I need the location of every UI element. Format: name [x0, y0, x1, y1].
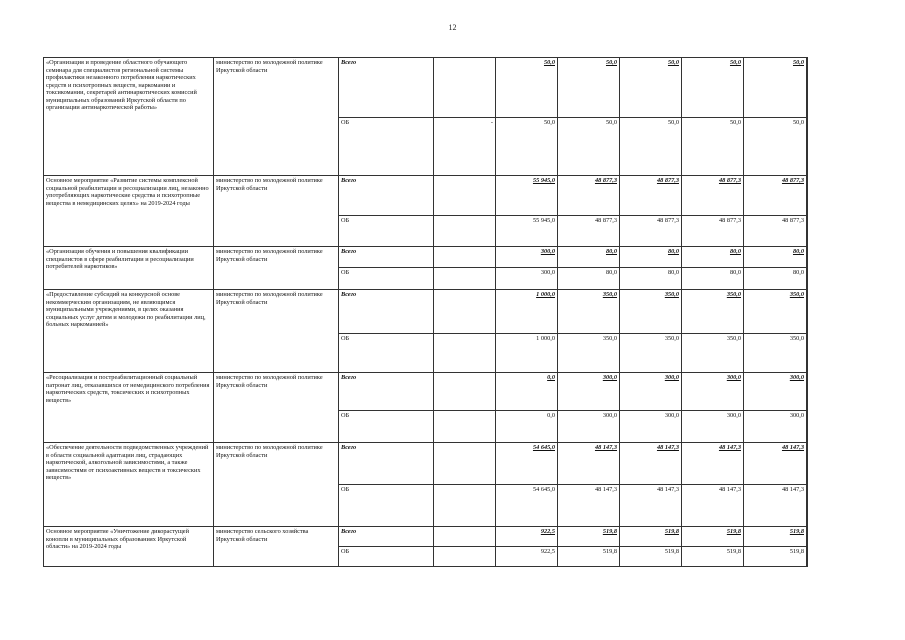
- funding-source-total: Всего: [339, 176, 434, 216]
- ob-value-cell: 48 147,3: [744, 485, 807, 527]
- ob-value-cell: 350,0: [744, 334, 807, 373]
- total-value-cell: 922,5: [496, 527, 558, 547]
- total-value-cell: [807, 176, 808, 216]
- total-value-cell: 80,0: [682, 247, 744, 268]
- ob-value-cell: 50,0: [744, 118, 807, 176]
- total-value-cell: [434, 58, 496, 118]
- total-value-cell: [434, 443, 496, 485]
- total-value-cell: 50,0: [558, 58, 620, 118]
- total-value-cell: 48 147,3: [744, 443, 807, 485]
- total-value-cell: [434, 290, 496, 334]
- ob-value-cell: 54 645,0: [496, 485, 558, 527]
- total-value-cell: 48 877,3: [682, 176, 744, 216]
- ob-value-cell: [807, 547, 808, 567]
- total-value-cell: [434, 247, 496, 268]
- total-value-cell: 350,0: [558, 290, 620, 334]
- total-value-cell: 55 945,0: [496, 176, 558, 216]
- total-value-cell: 519,8: [744, 527, 807, 547]
- total-value-cell: [807, 527, 808, 547]
- ob-value-cell: [807, 216, 808, 247]
- ob-value-cell: [434, 334, 496, 373]
- ob-value-cell: 300,0: [558, 411, 620, 443]
- funding-source-ob: ОБ: [339, 547, 434, 567]
- total-value-cell: 80,0: [558, 247, 620, 268]
- total-value-cell: 50,0: [620, 58, 682, 118]
- total-value-cell: 48 877,3: [744, 176, 807, 216]
- total-value-cell: 80,0: [744, 247, 807, 268]
- page-number: 12: [448, 23, 457, 32]
- total-value-cell: [807, 58, 808, 118]
- ob-value-cell: 50,0: [496, 118, 558, 176]
- ob-value-cell: 300,0: [620, 411, 682, 443]
- total-value-cell: [434, 373, 496, 411]
- responsible-executor: министерство по молодежной политике Иркутской области: [214, 290, 339, 373]
- ob-value-cell: [807, 268, 808, 290]
- total-value-cell: [807, 373, 808, 411]
- funding-source-total: Всего: [339, 443, 434, 485]
- ob-value-cell: 1 000,0: [496, 334, 558, 373]
- ob-value-cell: 48 877,3: [744, 216, 807, 247]
- ob-value-cell: 519,8: [620, 547, 682, 567]
- funding-source-total: Всего: [339, 58, 434, 118]
- ob-value-cell: [807, 334, 808, 373]
- responsible-executor: министерство по молодежной политике Иркутской области: [214, 247, 339, 290]
- ob-value-cell: 48 147,3: [558, 485, 620, 527]
- funding-source-total: Всего: [339, 247, 434, 268]
- ob-value-cell: 80,0: [682, 268, 744, 290]
- funding-source-ob: ОБ: [339, 216, 434, 247]
- funding-source-ob: ОБ: [339, 411, 434, 443]
- ob-value-cell: 922,5: [496, 547, 558, 567]
- total-value-cell: 300,0: [558, 373, 620, 411]
- total-value-cell: 50,0: [744, 58, 807, 118]
- ob-value-cell: [434, 547, 496, 567]
- ob-value-cell: 80,0: [558, 268, 620, 290]
- ob-value-cell: 48 147,3: [682, 485, 744, 527]
- activity-name: Основное мероприятие «Уничтожение дикорастущей конопли в муниципальных образованиях Иркутской области» на 2019-2024 годы: [44, 527, 214, 567]
- ob-value-cell: -: [434, 118, 496, 176]
- total-value-cell: 50,0: [682, 58, 744, 118]
- ob-value-cell: 48 877,3: [620, 216, 682, 247]
- ob-value-cell: 48 877,3: [558, 216, 620, 247]
- table-row: [44, 443, 808, 485]
- total-value-cell: [434, 176, 496, 216]
- total-value-cell: 48 147,3: [620, 443, 682, 485]
- budget-table: [43, 57, 808, 567]
- total-value-cell: 519,8: [620, 527, 682, 547]
- activity-name: «Организация и проведение областного обучающего семинара для специалистов региональной системы профилактики незаконного потребления наркотических средств и психотропных веществ, наркомании и токсикомании, секретарей антинаркотических комиссий муниципальных образований Иркутской области по организации антинаркотической работы»: [44, 58, 214, 176]
- responsible-executor: министерство по молодежной политике Иркутской области: [214, 373, 339, 443]
- total-value-cell: 0,0: [496, 373, 558, 411]
- ob-value-cell: 50,0: [558, 118, 620, 176]
- ob-value-cell: 50,0: [620, 118, 682, 176]
- funding-source-total: Всего: [339, 527, 434, 547]
- activity-name: «Предоставление субсидий на конкурсной основе некоммерческим организациям, не являющимся муниципальными учреждениями, в целях оказания социальных услуг детям и молодежи по реабилитации лиц, больных наркоманией»: [44, 290, 214, 373]
- total-value-cell: 300,0: [682, 373, 744, 411]
- ob-value-cell: [807, 411, 808, 443]
- total-value-cell: 300,0: [620, 373, 682, 411]
- total-value-cell: 300,0: [744, 373, 807, 411]
- ob-value-cell: 519,8: [744, 547, 807, 567]
- ob-value-cell: 350,0: [682, 334, 744, 373]
- ob-value-cell: 300,0: [744, 411, 807, 443]
- total-value-cell: 48 147,3: [682, 443, 744, 485]
- total-value-cell: 350,0: [682, 290, 744, 334]
- ob-value-cell: 350,0: [558, 334, 620, 373]
- ob-value-cell: 50,0: [682, 118, 744, 176]
- table-row: [44, 527, 808, 547]
- ob-value-cell: [434, 216, 496, 247]
- total-value-cell: 350,0: [744, 290, 807, 334]
- activity-name: «Организация обучения и повышения квалификации специалистов в сфере реабилитации и ресоциализации потребителей наркотиков»: [44, 247, 214, 290]
- total-value-cell: 50,0: [496, 58, 558, 118]
- activity-name: «Ресоциализация и постреабилитационный социальный патронат лиц, отказавшихся от немедицинского потребления наркотических средств, токсических и психотропных веществ»: [44, 373, 214, 443]
- table-row: [44, 290, 808, 334]
- table-row: [44, 176, 808, 216]
- ob-value-cell: 48 147,3: [620, 485, 682, 527]
- funding-source-total: Всего: [339, 290, 434, 334]
- total-value-cell: 519,8: [558, 527, 620, 547]
- total-value-cell: 48 877,3: [620, 176, 682, 216]
- total-value-cell: [807, 443, 808, 485]
- funding-source-ob: ОБ: [339, 268, 434, 290]
- ob-value-cell: 519,8: [682, 547, 744, 567]
- total-value-cell: [434, 527, 496, 547]
- activity-name: Основное мероприятие «Развитие системы комплексной социальной реабилитации и ресоциализации лиц, незаконно употребляющих наркотические средства и психотропные вещества в немедицинских целях» на 2019-2024 годы: [44, 176, 214, 247]
- total-value-cell: 1 000,0: [496, 290, 558, 334]
- funding-source-total: Всего: [339, 373, 434, 411]
- ob-value-cell: 55 945,0: [496, 216, 558, 247]
- funding-source-ob: ОБ: [339, 485, 434, 527]
- ob-value-cell: [807, 118, 808, 176]
- total-value-cell: 48 877,3: [558, 176, 620, 216]
- total-value-cell: 80,0: [620, 247, 682, 268]
- responsible-executor: министерство сельского хозяйства Иркутской области: [214, 527, 339, 567]
- responsible-executor: министерство по молодежной политике Иркутской области: [214, 58, 339, 176]
- total-value-cell: 48 147,3: [558, 443, 620, 485]
- total-value-cell: [807, 290, 808, 334]
- ob-value-cell: 48 877,3: [682, 216, 744, 247]
- ob-value-cell: [807, 485, 808, 527]
- total-value-cell: 54 645,0: [496, 443, 558, 485]
- ob-value-cell: [434, 268, 496, 290]
- ob-value-cell: 300,0: [682, 411, 744, 443]
- total-value-cell: 300,0: [496, 247, 558, 268]
- table-row: [44, 247, 808, 268]
- ob-value-cell: [434, 485, 496, 527]
- ob-value-cell: [434, 411, 496, 443]
- activity-name: «Обеспечение деятельности подведомственных учреждений в области социальной адаптации лиц, страдающих наркотической, алкогольной зависимостями, а также зависимостями от психоактивных веществ и токсических веществ»: [44, 443, 214, 527]
- table-row: [44, 373, 808, 411]
- ob-value-cell: 80,0: [744, 268, 807, 290]
- responsible-executor: министерство по молодежной политике Иркутской области: [214, 176, 339, 247]
- ob-value-cell: 80,0: [620, 268, 682, 290]
- total-value-cell: 519,8: [682, 527, 744, 547]
- funding-source-ob: ОБ: [339, 118, 434, 176]
- responsible-executor: министерство по молодежной политике Иркутской области: [214, 443, 339, 527]
- table-row: [44, 58, 808, 118]
- total-value-cell: 350,0: [620, 290, 682, 334]
- ob-value-cell: 0,0: [496, 411, 558, 443]
- ob-value-cell: 350,0: [620, 334, 682, 373]
- total-value-cell: [807, 247, 808, 268]
- ob-value-cell: 519,8: [558, 547, 620, 567]
- ob-value-cell: 300,0: [496, 268, 558, 290]
- funding-source-ob: ОБ: [339, 334, 434, 373]
